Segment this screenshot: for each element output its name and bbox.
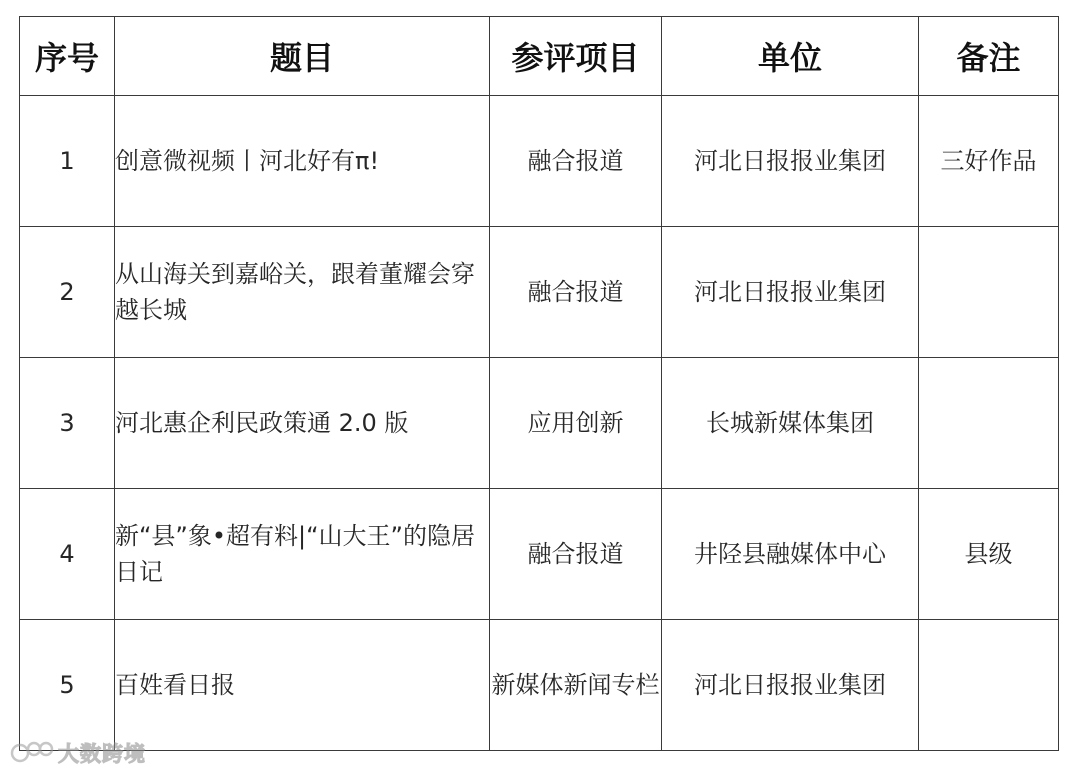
row-note <box>919 620 1059 751</box>
row-title: 从山海关到嘉峪关，跟着董耀会穿越长城 <box>115 227 490 358</box>
row-category: 融合报道 <box>490 489 662 620</box>
row-category: 融合报道 <box>490 227 662 358</box>
header-category: 参评项目 <box>490 17 662 96</box>
row-note: 县级 <box>919 489 1059 620</box>
row-organization: 河北日报报业集团 <box>662 227 919 358</box>
watermark <box>10 738 146 768</box>
row-organization: 河北日报报业集团 <box>662 96 919 227</box>
row-title: 新“县”象•超有料|“山大王”的隐居日记 <box>115 489 490 620</box>
row-number: 2 <box>20 227 115 358</box>
row-number: 5 <box>20 620 115 751</box>
table-row <box>20 358 1059 489</box>
table-row <box>20 489 1059 620</box>
table-row <box>20 620 1059 751</box>
row-category: 新媒体新闻专栏 <box>490 620 662 751</box>
table-row <box>20 96 1059 227</box>
row-organization: 河北日报报业集团 <box>662 620 919 751</box>
row-title: 百姓看日报 <box>115 620 490 751</box>
row-title: 河北惠企利民政策通 2.0 版 <box>115 358 490 489</box>
row-note: 三好作品 <box>919 96 1059 227</box>
awards-table <box>19 16 1059 751</box>
watermark-text: 大数跨境 <box>58 742 146 766</box>
header-row <box>20 17 1059 96</box>
row-organization: 长城新媒体集团 <box>662 358 919 489</box>
row-number: 3 <box>20 358 115 489</box>
row-number: 1 <box>20 96 115 227</box>
table-row <box>20 227 1059 358</box>
row-note <box>919 358 1059 489</box>
row-category: 融合报道 <box>490 96 662 227</box>
row-organization: 井陉县融媒体中心 <box>662 489 919 620</box>
logo-icon <box>10 740 54 766</box>
header-organization: 单位 <box>662 17 919 96</box>
header-number: 序号 <box>20 17 115 96</box>
row-title: 创意微视频丨河北好有π! <box>115 96 490 227</box>
row-note <box>919 227 1059 358</box>
header-title: 题目 <box>115 17 490 96</box>
row-category: 应用创新 <box>490 358 662 489</box>
header-note: 备注 <box>919 17 1059 96</box>
row-number: 4 <box>20 489 115 620</box>
